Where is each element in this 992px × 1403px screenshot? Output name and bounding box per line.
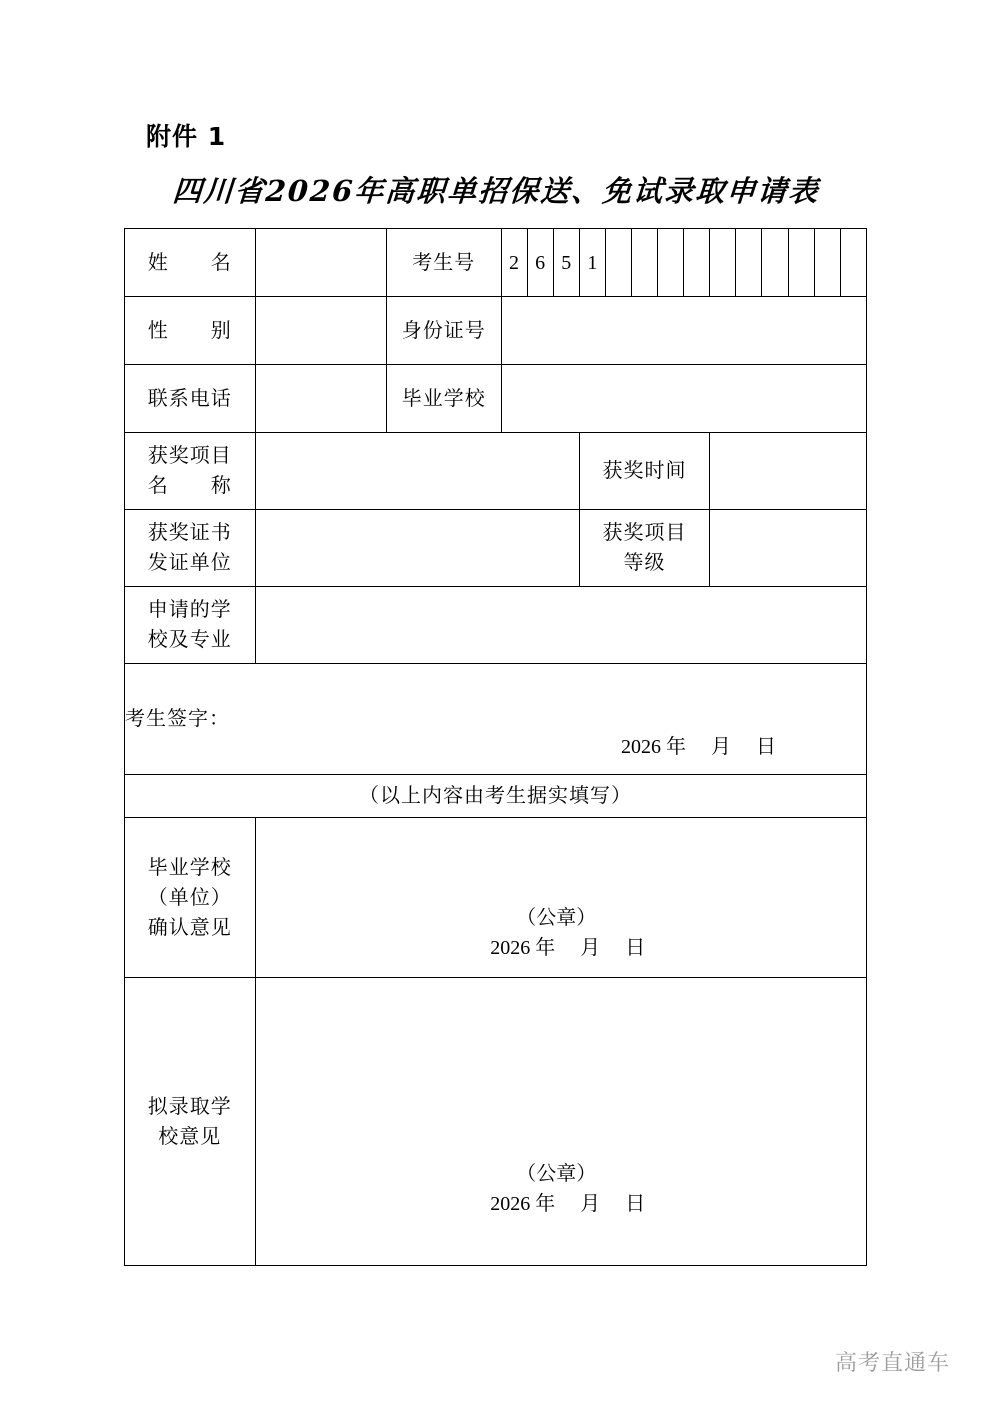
apply-major-label [125, 587, 256, 664]
table-row-name [125, 229, 867, 297]
exam-number-label: 考生号 [387, 229, 501, 297]
exam-digit-cell[interactable]: 6 [527, 229, 553, 297]
school-opinion-seal: （公章） [516, 907, 597, 929]
award-level-label [579, 510, 709, 587]
exam-digit-cell[interactable] [788, 229, 814, 297]
application-form-table [124, 228, 867, 1266]
name-value[interactable] [255, 229, 387, 297]
school-opinion-value[interactable] [255, 818, 866, 978]
school-opinion-stamp-inner [476, 903, 645, 963]
award-cert-label-line1: 获奖证书 [147, 522, 232, 544]
page-title: 四川省2026年高职单招保送、免试录取申请表 [171, 174, 821, 208]
exam-digit-cell[interactable]: 2 [501, 229, 527, 297]
exam-digit-cell[interactable] [631, 229, 657, 297]
id-card-value[interactable] [501, 297, 867, 365]
exam-digit-cell[interactable] [814, 229, 840, 297]
exam-digit-cell[interactable] [658, 229, 684, 297]
form-notice: （以上内容由考生据实填写） [125, 775, 867, 818]
phone-label: 联系电话 [125, 365, 256, 433]
table-row-award-cert [125, 510, 867, 587]
table-row-apply-major [125, 587, 867, 664]
award-name-label-line2: 名 称 [147, 475, 232, 497]
table-row-notice [125, 775, 867, 818]
exam-digit-cell[interactable] [710, 229, 736, 297]
admit-opinion-date: 2026 年 月 日 [490, 1193, 646, 1215]
award-level-label-line2: 等级 [623, 552, 666, 574]
table-row-admit-opinion [125, 978, 867, 1266]
admit-opinion-value[interactable] [255, 978, 866, 1266]
award-cert-value[interactable] [255, 510, 579, 587]
school-opinion-label-line2: （单位） [147, 886, 232, 909]
award-level-value[interactable] [710, 510, 867, 587]
table-row-school-opinion [125, 818, 867, 978]
exam-digit-cell[interactable] [840, 229, 866, 297]
exam-digit-cell[interactable] [684, 229, 710, 297]
table-row-gender [125, 297, 867, 365]
school-opinion-date: 2026 年 月 日 [490, 937, 646, 959]
admit-opinion-seal: （公章） [516, 1163, 597, 1185]
candidate-signature-cell[interactable] [125, 664, 867, 775]
award-level-label-line1: 获奖项目 [602, 522, 687, 544]
award-time-value[interactable] [710, 433, 867, 510]
school-opinion-label-line3: 确认意见 [147, 916, 232, 939]
award-name-value[interactable] [255, 433, 579, 510]
apply-major-value[interactable] [255, 587, 866, 664]
award-time-label: 获奖时间 [579, 433, 709, 510]
admit-opinion-stamp-inner [476, 1159, 645, 1219]
admit-opinion-stamp-block [256, 1159, 866, 1219]
gender-label: 性 别 [125, 297, 256, 365]
watermark: 高考直通车 [834, 1351, 950, 1376]
attachment-label: 附件 1 [146, 122, 227, 151]
table-row-contact [125, 365, 867, 433]
exam-digit-cell[interactable] [736, 229, 762, 297]
admit-opinion-label-line1: 拟录取学 [147, 1095, 232, 1118]
table-row-award-name [125, 433, 867, 510]
school-opinion-label-line1: 毕业学校 [147, 856, 232, 879]
exam-digit-cell[interactable] [605, 229, 631, 297]
award-cert-label-line2: 发证单位 [147, 552, 232, 574]
award-cert-label [125, 510, 256, 587]
award-name-label [125, 433, 256, 510]
apply-major-label-line2: 校及专业 [147, 629, 232, 651]
admit-opinion-label [125, 978, 256, 1266]
candidate-signature-date: 2026 年 月 日 [621, 736, 776, 758]
name-label: 姓 名 [125, 229, 256, 297]
graduation-school-label: 毕业学校 [387, 365, 501, 433]
admit-opinion-label-line2: 校意见 [158, 1125, 222, 1148]
school-opinion-label [125, 818, 256, 978]
table-row-signature [125, 664, 867, 775]
phone-value[interactable] [255, 365, 387, 433]
candidate-signature-label: 考生签字： [125, 708, 230, 730]
exam-digit-cell[interactable]: 1 [579, 229, 605, 297]
apply-major-label-line1: 申请的学 [147, 599, 232, 621]
school-opinion-stamp-block [256, 903, 866, 963]
exam-digit-cell[interactable] [762, 229, 788, 297]
graduation-school-value[interactable] [501, 365, 867, 433]
award-name-label-line1: 获奖项目 [147, 445, 232, 467]
id-card-label: 身份证号 [387, 297, 501, 365]
gender-value[interactable] [255, 297, 387, 365]
exam-digit-cell[interactable]: 5 [553, 229, 579, 297]
